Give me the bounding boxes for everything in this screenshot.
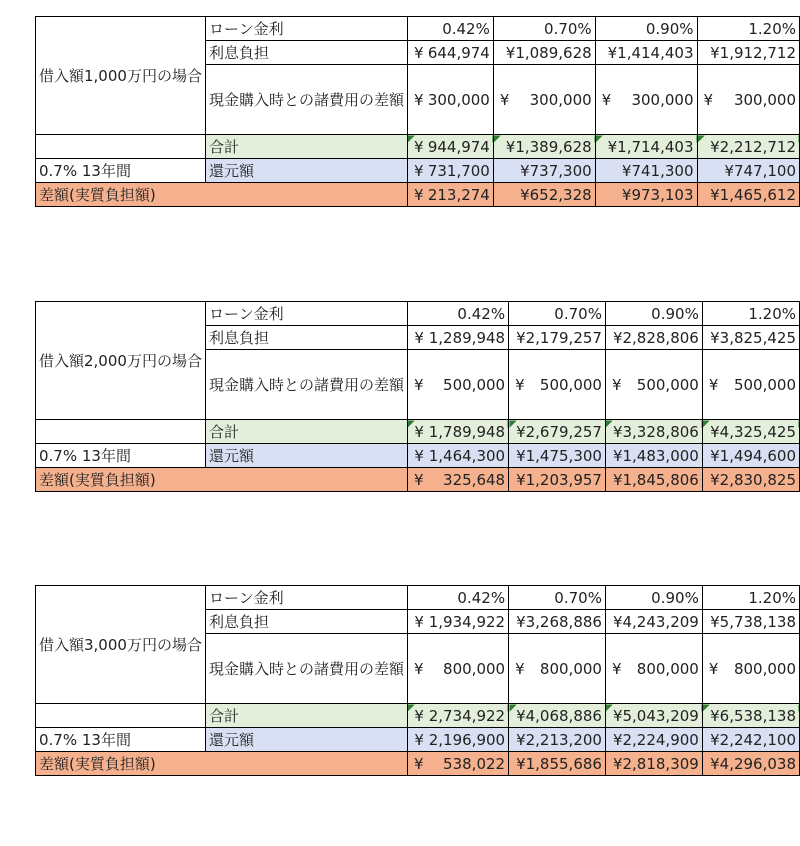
amount-cell[interactable] bbox=[605, 420, 702, 444]
amount-cell[interactable] bbox=[605, 752, 702, 776]
row-label-cost-difference: 現金購入時との諸費用の差額 bbox=[205, 634, 407, 704]
amount-value: ¥1,203,957 bbox=[516, 470, 602, 489]
rate-cell[interactable]: 1.20% bbox=[702, 302, 799, 326]
amount-cell[interactable] bbox=[605, 468, 702, 492]
row-label-cost-difference: 現金購入時との諸費用の差額 bbox=[205, 350, 407, 420]
amount-value: ¥2,828,806 bbox=[612, 328, 699, 347]
amount-value: 731,700 bbox=[427, 161, 490, 180]
amount-cell[interactable] bbox=[697, 65, 800, 135]
amount-cell[interactable] bbox=[407, 135, 493, 159]
rate-row bbox=[36, 586, 800, 610]
amount-value: ¥2,679,257 bbox=[516, 422, 602, 441]
row-label-cost-difference: 現金購入時との諸費用の差額 bbox=[205, 65, 407, 135]
total-row bbox=[36, 704, 800, 728]
amount-value: 213,274 bbox=[427, 185, 490, 204]
amount-value: ¥ 2,734,922 bbox=[414, 706, 506, 725]
amount-value: 300,000 bbox=[733, 90, 796, 109]
amount-cell[interactable] bbox=[493, 41, 595, 65]
yen-symbol: ¥ bbox=[515, 659, 525, 678]
amount-value: ¥1,089,628 bbox=[505, 43, 592, 62]
row-label-net-burden: 差額(実質負担額) bbox=[36, 752, 408, 776]
yen-symbol: ¥ bbox=[515, 375, 525, 394]
amount-cell[interactable] bbox=[702, 420, 799, 444]
rate-cell[interactable]: 0.42% bbox=[407, 302, 508, 326]
amount-cell[interactable] bbox=[697, 41, 800, 65]
amount-value: 500,000 bbox=[539, 375, 602, 394]
amount-value: ¥1,494,600 bbox=[710, 446, 796, 465]
yen-symbol: ¥ bbox=[611, 659, 622, 678]
yen-symbol: ¥ bbox=[413, 43, 424, 62]
rate-cell[interactable]: 0.70% bbox=[509, 586, 606, 610]
amount-cell[interactable] bbox=[605, 444, 702, 468]
amount-cell[interactable] bbox=[702, 728, 799, 752]
amount-cell[interactable] bbox=[697, 159, 800, 183]
loan-amount-heading: 借入額3,000万円の場合 bbox=[36, 586, 206, 704]
amount-value: ¥1,465,612 bbox=[710, 185, 796, 204]
total-row bbox=[36, 135, 800, 159]
amount-value: ¥ 1,789,948 bbox=[414, 422, 506, 441]
amount-cell[interactable] bbox=[605, 634, 702, 704]
yen-symbol: ¥ bbox=[413, 659, 424, 678]
amount-value: 800,000 bbox=[636, 659, 699, 678]
amount-value: ¥2,224,900 bbox=[612, 730, 699, 749]
row-label-rebate: 還元額 bbox=[205, 728, 407, 752]
rate-cell[interactable]: 1.20% bbox=[697, 17, 800, 41]
row-label-interest: 利息負担 bbox=[205, 326, 407, 350]
amount-cell[interactable] bbox=[509, 350, 606, 420]
amount-value: ¥3,268,886 bbox=[516, 612, 602, 631]
amount-value: ¥ 1,934,922 bbox=[414, 612, 506, 631]
yen-symbol: ¥ bbox=[413, 754, 424, 773]
amount-value: ¥2,830,825 bbox=[710, 470, 796, 489]
amount-value: ¥2,818,309 bbox=[612, 754, 699, 773]
amount-cell[interactable] bbox=[509, 728, 606, 752]
amount-value: 538,022 bbox=[443, 754, 506, 773]
rebate-row bbox=[36, 444, 800, 468]
amount-value: ¥1,714,403 bbox=[607, 137, 694, 156]
yen-symbol: ¥ bbox=[413, 185, 424, 204]
amount-cell[interactable] bbox=[595, 159, 697, 183]
amount-cell[interactable] bbox=[407, 468, 508, 492]
amount-value: 800,000 bbox=[443, 659, 506, 678]
amount-cell[interactable] bbox=[595, 65, 697, 135]
amount-value: 644,974 bbox=[427, 43, 490, 62]
amount-cell[interactable] bbox=[509, 468, 606, 492]
amount-cell[interactable] bbox=[595, 41, 697, 65]
amount-value: ¥ 2,196,900 bbox=[414, 730, 506, 749]
amount-value: ¥4,325,425 bbox=[710, 422, 796, 441]
amount-cell[interactable] bbox=[407, 183, 493, 207]
rate-cell[interactable]: 0.90% bbox=[605, 586, 702, 610]
net-burden-row bbox=[36, 183, 800, 207]
amount-value: 500,000 bbox=[733, 375, 796, 394]
amount-value: ¥1,912,712 bbox=[710, 43, 796, 62]
amount-value: 300,000 bbox=[427, 90, 490, 109]
amount-value: ¥737,300 bbox=[520, 161, 592, 180]
rate-cell[interactable]: 0.90% bbox=[605, 302, 702, 326]
amount-value: ¥6,538,138 bbox=[710, 706, 796, 725]
yen-symbol: ¥ bbox=[413, 90, 424, 109]
row-label-interest: 利息負担 bbox=[205, 610, 407, 634]
row-label-rate: ローン金利 bbox=[205, 17, 407, 41]
amount-value: 500,000 bbox=[443, 375, 506, 394]
amount-value: ¥747,100 bbox=[724, 161, 796, 180]
yen-symbol: ¥ bbox=[413, 137, 424, 156]
amount-cell[interactable] bbox=[595, 135, 697, 159]
amount-value: ¥1,475,300 bbox=[516, 446, 602, 465]
amount-value: ¥1,483,000 bbox=[612, 446, 699, 465]
rebate-row bbox=[36, 159, 800, 183]
yen-symbol: ¥ bbox=[703, 90, 714, 109]
loan-table bbox=[35, 301, 800, 492]
amount-value: 944,974 bbox=[427, 137, 490, 156]
amount-cell[interactable] bbox=[702, 704, 799, 728]
row-label-total: 合計 bbox=[205, 135, 407, 159]
yen-symbol: ¥ bbox=[708, 375, 719, 394]
rate-cell[interactable]: 0.90% bbox=[595, 17, 697, 41]
amount-cell[interactable] bbox=[697, 135, 800, 159]
amount-cell[interactable] bbox=[509, 610, 606, 634]
amount-cell[interactable] bbox=[605, 704, 702, 728]
amount-value: 300,000 bbox=[529, 90, 592, 109]
amount-cell[interactable] bbox=[407, 159, 493, 183]
amount-value: ¥4,243,209 bbox=[612, 612, 699, 631]
rate-row bbox=[36, 302, 800, 326]
amount-cell[interactable] bbox=[702, 634, 799, 704]
rate-cell[interactable]: 0.70% bbox=[493, 17, 595, 41]
amount-cell[interactable] bbox=[407, 326, 508, 350]
amount-cell[interactable] bbox=[605, 728, 702, 752]
amount-cell[interactable] bbox=[493, 65, 595, 135]
amount-cell[interactable] bbox=[605, 326, 702, 350]
amount-cell[interactable] bbox=[509, 704, 606, 728]
amount-value: ¥3,825,425 bbox=[710, 328, 796, 347]
yen-symbol: ¥ bbox=[611, 375, 622, 394]
empty-cell[interactable] bbox=[36, 420, 206, 444]
amount-value: ¥652,328 bbox=[520, 185, 592, 204]
amount-cell[interactable] bbox=[509, 634, 606, 704]
amount-value: ¥2,213,200 bbox=[516, 730, 602, 749]
amount-cell[interactable] bbox=[605, 610, 702, 634]
amount-value: ¥4,296,038 bbox=[710, 754, 796, 773]
row-label-rebate: 還元額 bbox=[205, 444, 407, 468]
amount-cell[interactable] bbox=[702, 610, 799, 634]
empty-cell[interactable] bbox=[36, 135, 206, 159]
empty-cell[interactable] bbox=[36, 704, 206, 728]
rate-row bbox=[36, 17, 800, 41]
rebate-row bbox=[36, 728, 800, 752]
rebate-period-label: 0.7% 13年間 bbox=[36, 159, 206, 183]
amount-value: ¥3,328,806 bbox=[612, 422, 699, 441]
amount-value: ¥973,103 bbox=[621, 185, 694, 204]
amount-cell[interactable] bbox=[702, 444, 799, 468]
row-label-total: 合計 bbox=[205, 704, 407, 728]
total-row bbox=[36, 420, 800, 444]
row-label-interest: 利息負担 bbox=[205, 41, 407, 65]
amount-value: ¥1,414,403 bbox=[607, 43, 694, 62]
amount-cell[interactable] bbox=[697, 183, 800, 207]
rate-cell[interactable]: 1.20% bbox=[702, 586, 799, 610]
rebate-period-label: 0.7% 13年間 bbox=[36, 728, 206, 752]
amount-value: ¥ 1,464,300 bbox=[414, 446, 506, 465]
rate-cell[interactable]: 0.70% bbox=[509, 302, 606, 326]
amount-value: ¥ 1,289,948 bbox=[414, 328, 506, 347]
amount-value: ¥5,043,209 bbox=[612, 706, 699, 725]
amount-cell[interactable] bbox=[407, 728, 508, 752]
loan-amount-heading: 借入額1,000万円の場合 bbox=[36, 17, 206, 135]
yen-symbol: ¥ bbox=[413, 470, 424, 489]
amount-value: 800,000 bbox=[733, 659, 796, 678]
amount-cell[interactable] bbox=[493, 183, 595, 207]
row-label-rebate: 還元額 bbox=[205, 159, 407, 183]
amount-cell[interactable] bbox=[493, 159, 595, 183]
amount-value: 300,000 bbox=[631, 90, 694, 109]
amount-value: 500,000 bbox=[636, 375, 699, 394]
loan-table bbox=[35, 16, 800, 207]
rebate-period-label: 0.7% 13年間 bbox=[36, 444, 206, 468]
amount-cell[interactable] bbox=[407, 65, 493, 135]
amount-cell[interactable] bbox=[509, 752, 606, 776]
loan-table bbox=[35, 585, 800, 776]
amount-value: ¥2,242,100 bbox=[710, 730, 796, 749]
row-label-net-burden: 差額(実質負担額) bbox=[36, 183, 408, 207]
amount-cell[interactable] bbox=[407, 350, 508, 420]
amount-value: 325,648 bbox=[443, 470, 506, 489]
amount-cell[interactable] bbox=[509, 444, 606, 468]
amount-cell[interactable] bbox=[407, 704, 508, 728]
amount-value: ¥5,738,138 bbox=[710, 612, 796, 631]
amount-value: ¥2,212,712 bbox=[710, 137, 796, 156]
rate-cell[interactable]: 0.42% bbox=[407, 586, 508, 610]
amount-value: ¥2,179,257 bbox=[516, 328, 602, 347]
yen-symbol: ¥ bbox=[413, 375, 424, 394]
amount-cell[interactable] bbox=[509, 326, 606, 350]
amount-value: ¥1,845,806 bbox=[612, 470, 699, 489]
amount-cell[interactable] bbox=[702, 752, 799, 776]
row-label-net-burden: 差額(実質負担額) bbox=[36, 468, 408, 492]
net-burden-row bbox=[36, 468, 800, 492]
amount-cell[interactable] bbox=[595, 183, 697, 207]
yen-symbol: ¥ bbox=[499, 90, 510, 109]
yen-symbol: ¥ bbox=[413, 161, 424, 180]
amount-cell[interactable] bbox=[605, 350, 702, 420]
amount-cell[interactable] bbox=[407, 634, 508, 704]
yen-symbol: ¥ bbox=[601, 90, 612, 109]
amount-value: ¥4,068,886 bbox=[516, 706, 602, 725]
row-label-rate: ローン金利 bbox=[205, 586, 407, 610]
amount-value: 800,000 bbox=[539, 659, 602, 678]
amount-cell[interactable] bbox=[407, 41, 493, 65]
row-label-rate: ローン金利 bbox=[205, 302, 407, 326]
loan-amount-heading: 借入額2,000万円の場合 bbox=[36, 302, 206, 420]
yen-symbol: ¥ bbox=[708, 659, 719, 678]
amount-cell[interactable] bbox=[702, 350, 799, 420]
amount-cell[interactable] bbox=[407, 610, 508, 634]
amount-value: ¥1,855,686 bbox=[516, 754, 602, 773]
net-burden-row bbox=[36, 752, 800, 776]
amount-value: ¥741,300 bbox=[621, 161, 694, 180]
amount-cell[interactable] bbox=[702, 468, 799, 492]
amount-cell[interactable] bbox=[407, 420, 508, 444]
amount-cell[interactable] bbox=[407, 752, 508, 776]
rate-cell[interactable]: 0.42% bbox=[407, 17, 493, 41]
amount-value: ¥1,389,628 bbox=[505, 137, 592, 156]
amount-cell[interactable] bbox=[407, 444, 508, 468]
row-label-total: 合計 bbox=[205, 420, 407, 444]
amount-cell[interactable] bbox=[493, 135, 595, 159]
amount-cell[interactable] bbox=[509, 420, 606, 444]
amount-cell[interactable] bbox=[702, 326, 799, 350]
